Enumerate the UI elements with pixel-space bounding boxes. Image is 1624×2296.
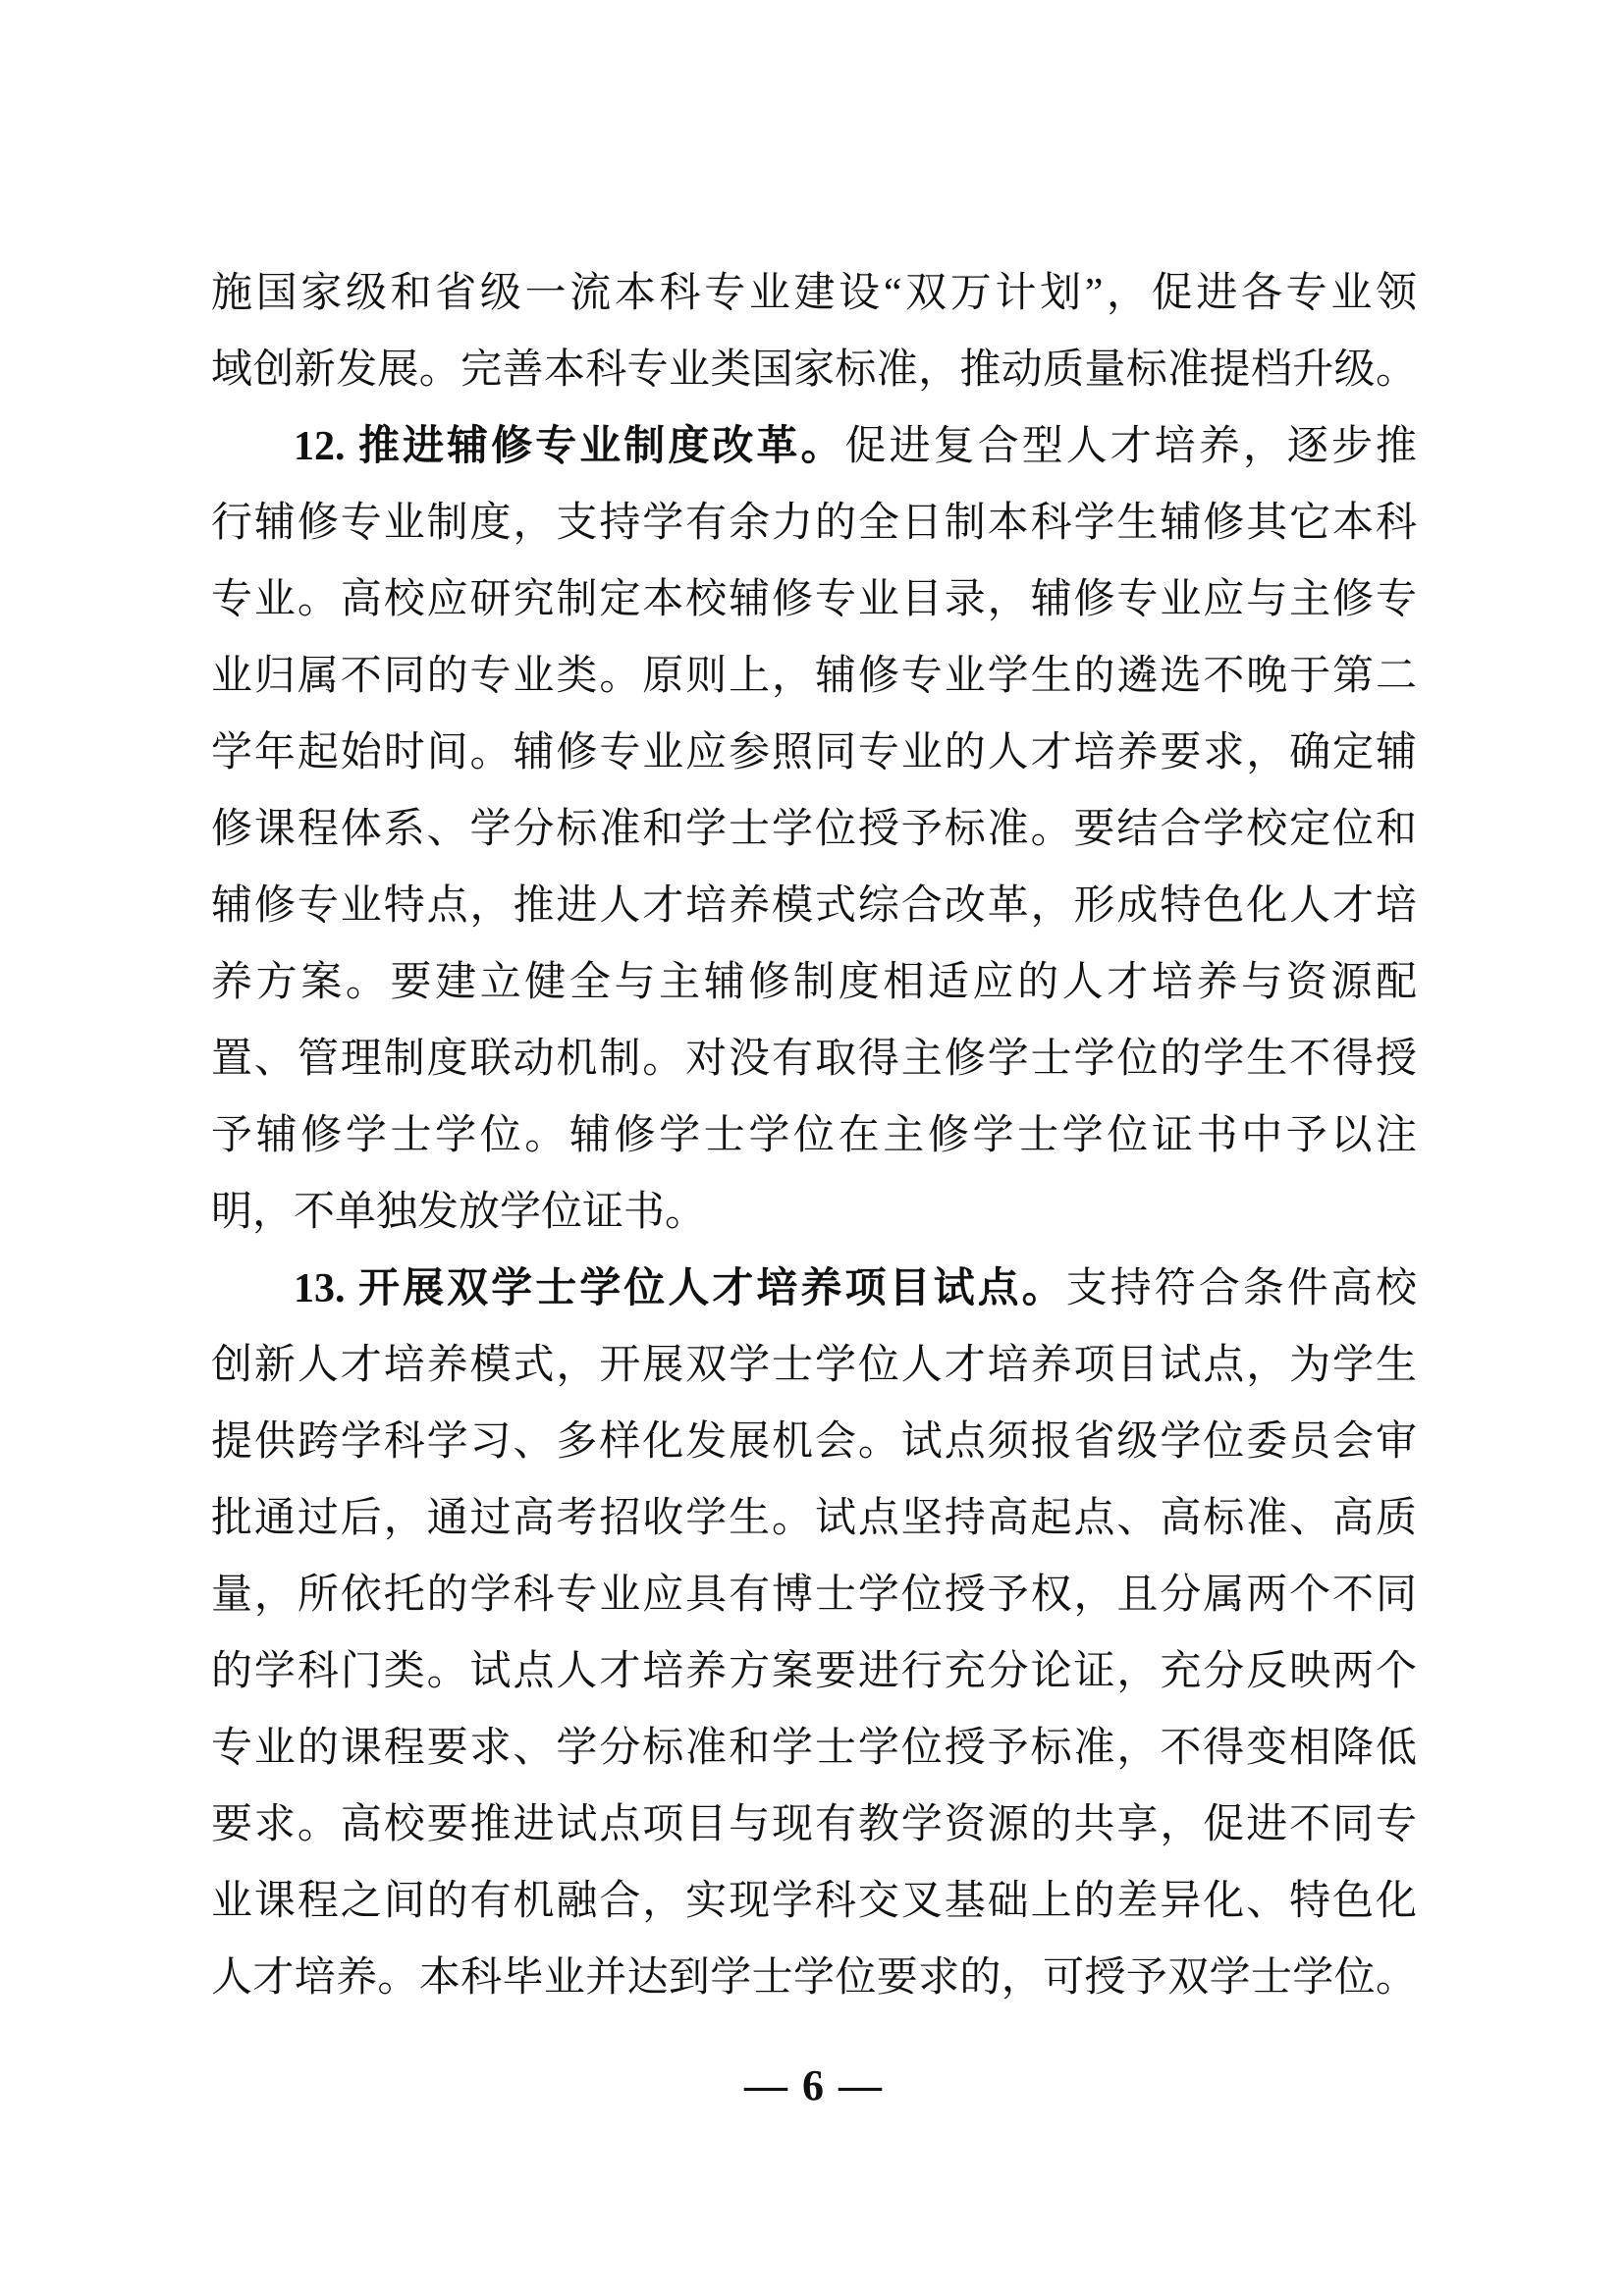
body-text: 量，所依托的学科专业应具有博士学位授予权，且分属两个不同 — [211, 1573, 1417, 1618]
text-line — [211, 638, 1417, 715]
body-text: 域创新发展。完善本科专业类国家标准，推动质量标准提档升级。 — [211, 347, 1417, 393]
text-line — [211, 1940, 1417, 2016]
text-line — [211, 1787, 1417, 1863]
text-lines — [211, 255, 1417, 2016]
body-text: 专业。高校应研究制定本校辅修专业目录，辅修专业应与主修专 — [211, 577, 1417, 622]
text-line — [211, 1021, 1417, 1097]
text-line — [211, 1097, 1417, 1174]
body-text: 施国家级和省级一流本科专业建设“双万计划”，促进各专业领 — [211, 271, 1417, 316]
body-text: 提供跨学科学习、多样化发展机会。试点须报省级学位委员会审 — [211, 1419, 1417, 1465]
body-text: 行辅修专业制度，支持学有余力的全日制本科学生辅修其它本科 — [211, 501, 1417, 546]
text-line — [211, 1557, 1417, 1633]
text-line — [211, 1327, 1417, 1404]
body-text: 人才培养。本科毕业并达到学士学位要求的，可授予双学士学位。 — [211, 1955, 1417, 2001]
text-line — [211, 332, 1417, 408]
body-text: 修课程体系、学分标准和学士学位授予标准。要结合学校定位和 — [211, 807, 1417, 852]
body-text: 辅修专业特点，推进人才培养模式综合改革，形成特色化人才培 — [211, 883, 1417, 929]
body-text: 予辅修学士学位。辅修学士学位在主修学士学位证书中予以注 — [211, 1113, 1417, 1158]
body-text: 学年起始时间。辅修专业应参照同专业的人才培养要求，确定辅 — [211, 730, 1417, 775]
text-line — [211, 561, 1417, 638]
text-line — [211, 715, 1417, 791]
body-text: 的学科门类。试点人才培养方案要进行充分论证，充分反映两个 — [211, 1649, 1417, 1694]
page-number: — 6 — — [744, 2061, 884, 2109]
body-text: 养方案。要建立健全与主辅修制度相适应的人才培养与资源配 — [211, 960, 1417, 1005]
text-line — [211, 1251, 1417, 1327]
text-line — [211, 1480, 1417, 1557]
text-line — [211, 1710, 1417, 1787]
text-line — [211, 1404, 1417, 1480]
body-text: 专业的课程要求、学分标准和学士学位授予标准，不得变相降低 — [211, 1726, 1417, 1771]
text-line — [211, 485, 1417, 561]
body-text: 促进复合型人才培养，逐步推 — [844, 424, 1417, 469]
body-text: 创新人才培养模式，开展双学士学位人才培养项目试点，为学生 — [211, 1343, 1417, 1388]
body-text: 业课程之间的有机融合，实现学科交叉基础上的差异化、特色化 — [211, 1879, 1417, 1924]
text-line — [211, 1633, 1417, 1710]
body-text: 业归属不同的专业类。原则上，辅修专业学生的遴选不晚于第二 — [211, 654, 1417, 699]
text-line — [211, 255, 1417, 332]
body-text: 置、管理制度联动机制。对没有取得主修学士学位的学生不得授 — [211, 1037, 1417, 1082]
body-text: 要求。高校要推进试点项目与现有教学资源的共享，促进不同专 — [211, 1802, 1417, 1847]
body-text: 明，不单独发放学位证书。 — [211, 1190, 707, 1235]
text-line — [211, 1863, 1417, 1940]
text-line — [211, 408, 1417, 485]
text-line — [211, 944, 1417, 1021]
section-heading: 13. 开展双学士学位人才培养项目试点。 — [294, 1266, 1066, 1311]
section-heading: 12. 推进辅修专业制度改革。 — [294, 424, 845, 469]
text-line — [211, 791, 1417, 868]
text-line — [211, 1174, 1417, 1251]
body-text: 支持符合条件高校 — [1065, 1266, 1417, 1311]
text-line — [211, 868, 1417, 944]
body-text: 批通过后，通过高考招收学生。试点坚持高起点、高标准、高质 — [211, 1496, 1417, 1541]
